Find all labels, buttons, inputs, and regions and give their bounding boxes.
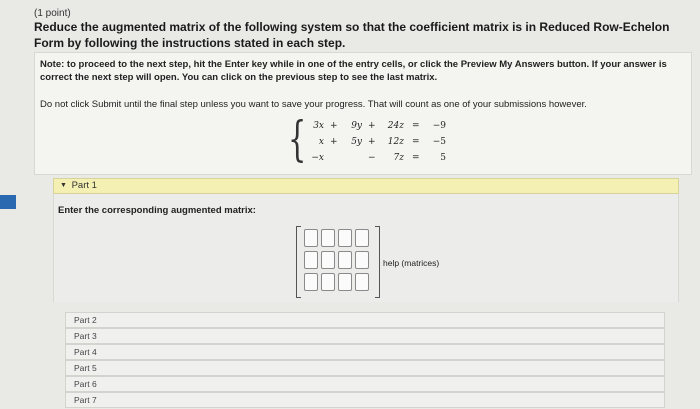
matrix-entry-cell[interactable] [355, 251, 369, 269]
matrix-entry-cell[interactable] [338, 251, 352, 269]
part-3-header[interactable]: Part 3 [65, 328, 665, 344]
linear-system [288, 111, 458, 169]
matrix-entry-cell[interactable] [338, 273, 352, 291]
matrix-prompt: Enter the corresponding augmented matrix: [58, 205, 256, 216]
expand-triangle-icon: ▼ [60, 182, 67, 189]
point-value: (1 point) [34, 8, 71, 19]
matrix-entry-cell[interactable] [355, 273, 369, 291]
matrix-right-bracket [375, 226, 380, 298]
equation-row: x + 5y + 12z = −5 [318, 137, 446, 147]
equation-row: 3x + 9y + 24z = −9 [313, 121, 446, 131]
matrix-entry-cell[interactable] [304, 229, 318, 247]
matrix-entry-cell[interactable] [355, 229, 369, 247]
matrix-left-bracket [296, 226, 301, 298]
problem-instructions: Reduce the augmented matrix of the following system so that the coefficient matrix is in Reduced Row-Echelon Form by following the instructions stated in each step. [34, 20, 670, 50]
part-1-label: Part 1 [71, 180, 97, 191]
matrix-entry-cell[interactable] [321, 273, 335, 291]
matrix-entry-cell[interactable] [304, 273, 318, 291]
augmented-matrix-input [296, 226, 380, 298]
matrix-entry-cell[interactable] [304, 251, 318, 269]
part-4-header[interactable]: Part 4 [65, 344, 665, 360]
submit-warning: Do not click Submit until the final step unless you want to save your progress. That will count as one of your submissions however. [40, 99, 587, 110]
system-brace: { [288, 111, 307, 167]
part-7-header[interactable]: Part 7 [65, 392, 665, 408]
part-5-header[interactable]: Part 5 [65, 360, 665, 376]
part-6-header[interactable]: Part 6 [65, 376, 665, 392]
note-text: Note: to proceed to the next step, hit the Enter key while in one of the entry cells, or click the Preview My Answers button. If your answer is correct the next step will open. You can click on the previous step to see the last matrix. [40, 59, 667, 83]
matrix-entry-cell[interactable] [321, 251, 335, 269]
equation-row: −x − 7z = 5 [311, 153, 446, 163]
part-1-header[interactable] [53, 178, 679, 194]
matrix-entry-cell[interactable] [338, 229, 352, 247]
part-2-header[interactable]: Part 2 [65, 312, 665, 328]
side-tab-marker [0, 195, 16, 209]
matrix-entry-cell[interactable] [321, 229, 335, 247]
help-matrices-link[interactable]: help (matrices) [383, 258, 440, 268]
